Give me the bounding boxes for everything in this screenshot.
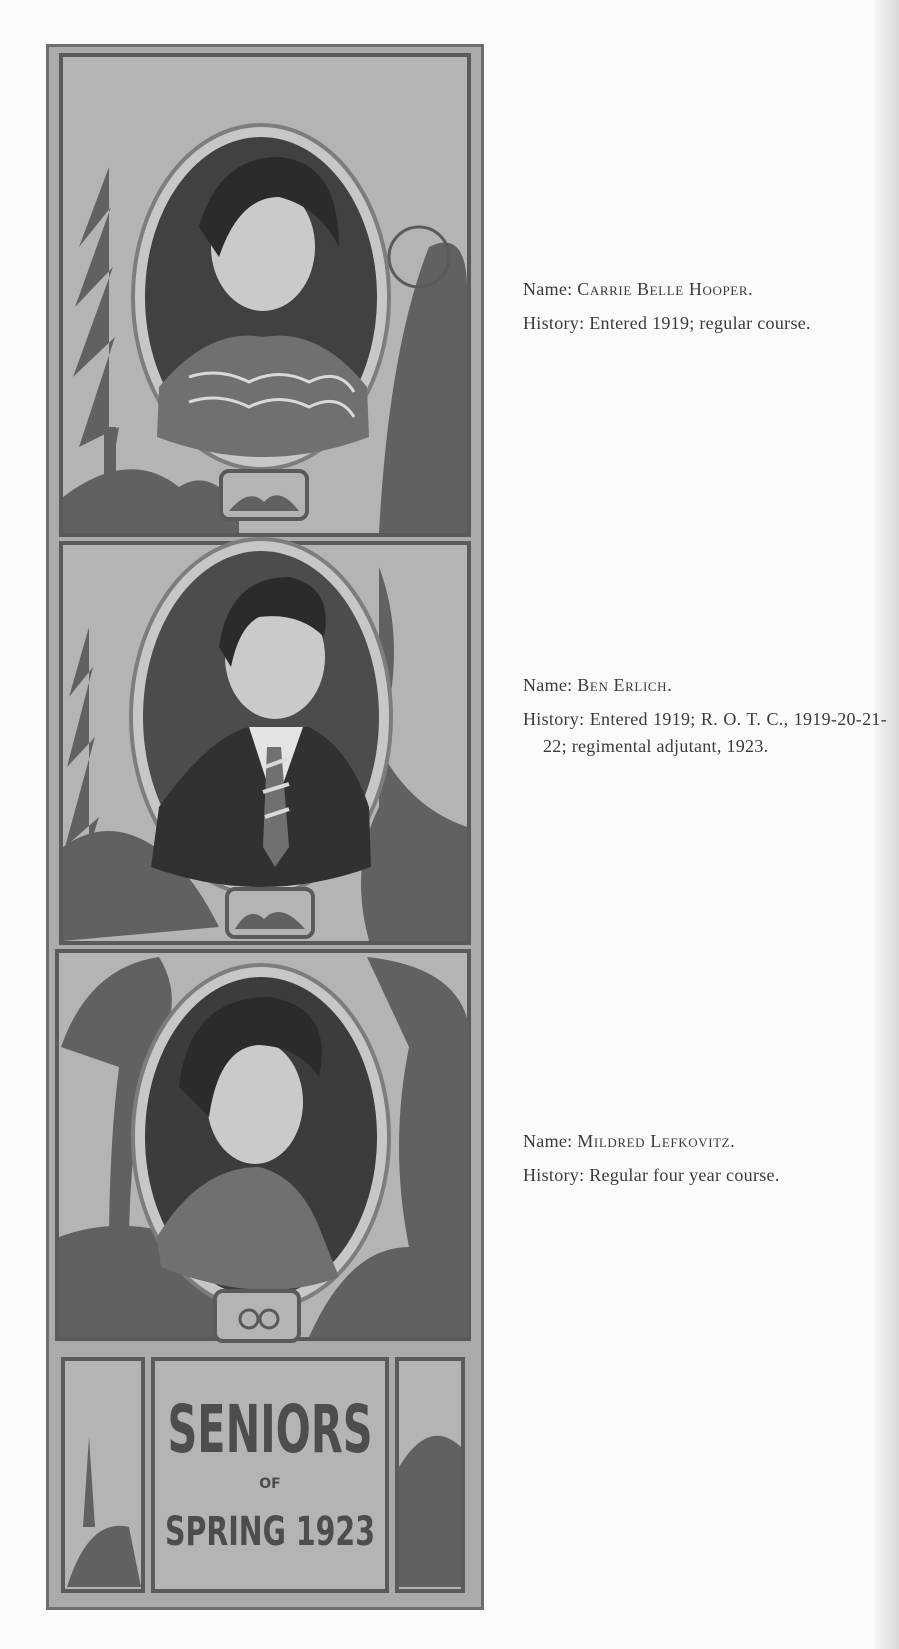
history-label: History:	[523, 1165, 585, 1185]
name-label: Name:	[523, 1131, 573, 1151]
student-name: Mildred Lefkovitz.	[577, 1131, 736, 1151]
history-text: Entered 1919; R. O. T. C., 1919-20-21-22; regimental adjutant, 1923.	[543, 709, 887, 756]
name-line	[523, 668, 887, 702]
history-line	[523, 306, 887, 340]
history-line	[523, 1158, 887, 1192]
banner-of: OF	[259, 1476, 281, 1492]
history-text: Entered 1919; regular course.	[589, 313, 811, 333]
history-line	[523, 706, 887, 760]
banner-subtitle: SPRING 1923	[165, 1509, 375, 1555]
name-label: Name:	[523, 279, 573, 299]
history-label: History:	[523, 709, 585, 729]
student-entry-2	[523, 668, 887, 760]
student-name: Carrie Belle Hooper.	[577, 279, 754, 299]
student-entry-1	[523, 272, 887, 340]
name-label: Name:	[523, 675, 573, 695]
banner-title: SENIORS	[167, 1391, 373, 1468]
page-edge-shadow	[875, 0, 899, 1649]
history-text: Regular four year course.	[589, 1165, 780, 1185]
student-entry-3	[523, 1124, 887, 1192]
name-line	[523, 1124, 887, 1158]
student-name: Ben Erlich.	[577, 675, 673, 695]
banner-text	[153, 1360, 387, 1592]
name-line	[523, 272, 887, 306]
history-label: History:	[523, 313, 585, 333]
